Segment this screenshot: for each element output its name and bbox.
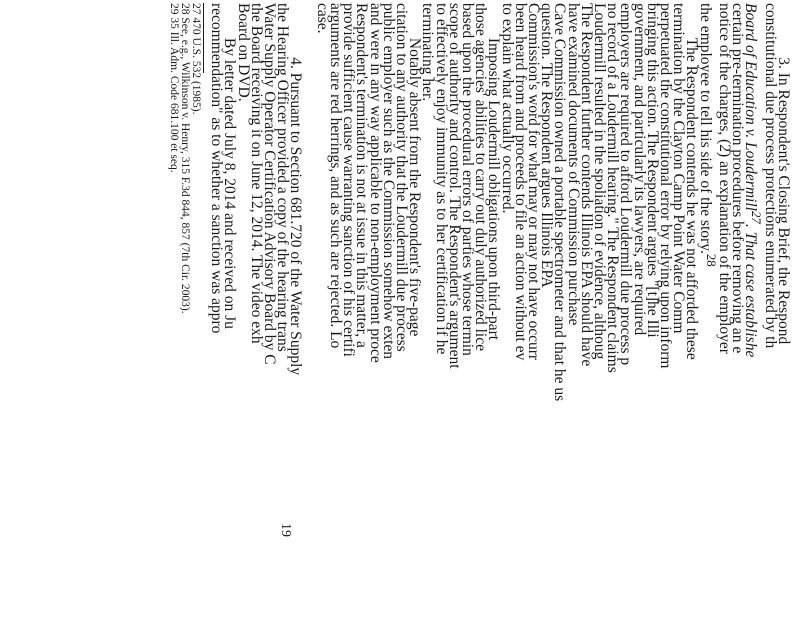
paragraph-imposing-loudermill — [419, 3, 503, 618]
line: Board of Education v. Loudermill$^{27}$. That case establishe — [742, 3, 765, 358]
footnote-divider — [203, 3, 204, 73]
line: bringing this action. The Respondent argues "[t]he Illi — [643, 3, 661, 338]
line: Cave Commission owned a portable spectrometer and that he us — [551, 3, 569, 402]
line: based upon the procedural errors of parties whose termin — [459, 3, 477, 356]
line: constitutional due process protections enumerated by th — [761, 3, 779, 349]
line: certain pre-termination procedures before removing an e — [729, 3, 747, 354]
line: Respondent's termination is not at issue in this matter, a — [353, 3, 371, 348]
line: The Respondent further contends Illinois EPA should have — [577, 3, 595, 367]
line: notice of the charges, (2) an explanation of the employer — [716, 3, 734, 354]
line: the Hearing Officer provided a copy of the hearing trans — [274, 3, 292, 352]
line: provide sufficient cause warranting sanction of his certifi — [340, 3, 358, 357]
line: have examined documents of Commission purchase — [564, 3, 582, 326]
line: perpetuated the constitutional error by relying upon inform — [657, 3, 675, 369]
line: 3. In Respondent's Closing Brief, the Respond — [775, 3, 792, 345]
line: public employer such as the Commission somehow exten — [379, 3, 397, 360]
line: been heard from and proceeds to file an action without ev — [511, 3, 529, 361]
line: citation to any authority that the Loudermill due process — [393, 3, 410, 352]
line: 4. Pursuant to Section 681.720 of the Water Supply — [287, 3, 305, 376]
line: no record of a Loudermill hearing." The Respondent claims — [604, 3, 622, 373]
line: to effectively enjoy immunity as to her certification if he — [432, 3, 450, 355]
footnote-29: 29 35 Ill. Adm. Code 681.100 et seq. — [167, 3, 180, 173]
line: question. The Respondent argues Illinois EPA — [538, 3, 556, 288]
line: arguments are red herrings, and as such are rejected. Lo — [326, 3, 344, 349]
line: Notably absent from the Respondent's five-page — [406, 3, 424, 337]
line: Commission's word for what may or may not have occurr — [525, 3, 543, 361]
page-number: 19 — [278, 523, 293, 537]
line: The Respondent contends he was not afforded these — [683, 3, 701, 360]
paragraph-notably-absent — [313, 3, 424, 618]
footnote-27: 27 470 U.S. 532 (1985). — [189, 3, 202, 115]
line: By letter dated July 8, 2014 and received on Ju — [221, 3, 239, 329]
line: Imposing Loudermill obligations upon third-part — [485, 3, 503, 341]
rotated-page-content — [167, 0, 800, 618]
footnote-28: 28 See, e.g., Wilkinson v. Henry, 315 F.3d 844, 857 (7th Cir. 2003). — [178, 3, 191, 314]
line: recommendation" as to whether a sanction was appro — [208, 3, 226, 334]
line: Board on DVD. — [234, 3, 252, 102]
line: the Board receiving it on June 12, 2014. The video exh — [247, 3, 265, 344]
line: Loudermill resulted in the spoliation of evidence, althoug — [591, 3, 609, 360]
paragraph-respondent-contends — [498, 3, 701, 618]
line: government, and particularly its lawyers, are required — [630, 3, 648, 336]
line: and were in any way applicable to non-employment proce — [366, 3, 384, 363]
line: to explain what actually occurred. — [498, 3, 516, 214]
paragraph-by-letter — [208, 3, 239, 618]
paragraph-closing-brief — [698, 3, 790, 618]
line: scope of authority and control. The Respondent's argument — [445, 3, 463, 369]
line: the employee to tell his side of the story.$^{28}$ — [696, 3, 719, 267]
line: Water Supply Operator Certification Advisory Board by C — [260, 3, 278, 365]
line: terminating her. — [419, 3, 437, 102]
line: those agencies' abilities to carry out duly authorized lice — [472, 3, 490, 351]
line: employers are required to afford Loudermill due process p — [617, 3, 635, 366]
body-text — [168, 3, 790, 618]
line: termination by the Clayton Camp Point Water Comm — [670, 3, 688, 334]
line: case. — [313, 3, 331, 34]
